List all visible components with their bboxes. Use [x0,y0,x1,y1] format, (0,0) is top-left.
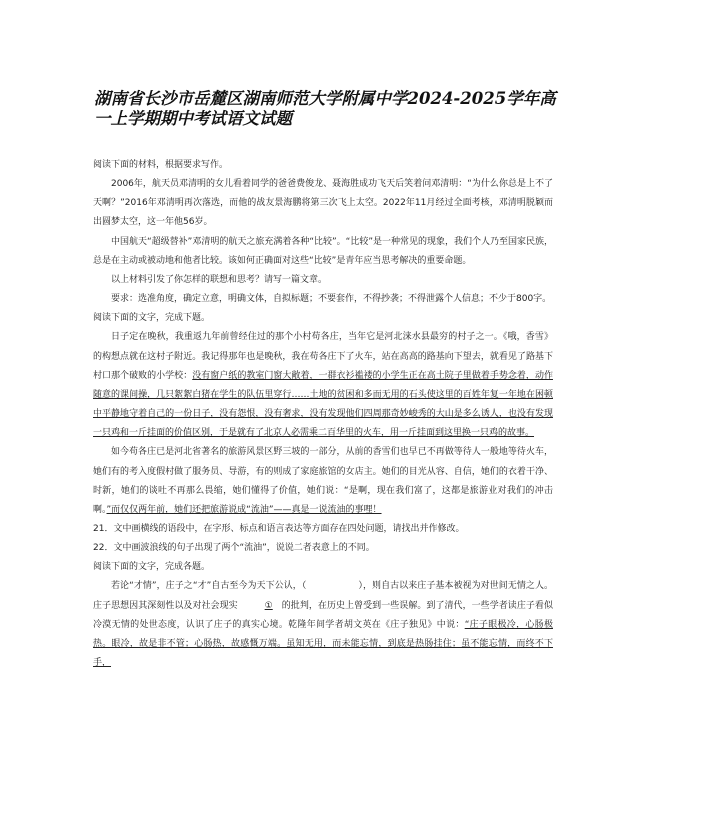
underlined-passage: “庄子眼极冷，心肠极热。眼冷，故是非不管；心肠热，故感慨万端。虽知无用，而未能忘情，到底是热肠挂住；虽不能忘情，而终不下手， [93,619,553,669]
paragraph-text: 若论“才情”，庄子之“才”自古至今为天下公认，（ [111,581,307,592]
paragraph-text: ），则自古以来庄子基本被视为对世间无情之人。庄子思想因其深刻性以及对社会现实 [93,581,553,611]
section-heading: 阅读下面的文字，完成各题。 [93,562,211,573]
paragraph [93,328,553,443]
paragraph: 中国航天“超级替补”邓清明的航天之旅充满着各种“比较”。“比较”是一种常见的现象，我们个人乃至国家民族，总是在主动或被动地和他者比较。该如何正确面对这些“比较”是青年应当思考解决的重要命题。 [93,236,553,266]
paragraph-text: 日子定在晚秋，我重返九年前曾经住过的那个小村苟各庄，当年它是河北涞水县最穷的村子之一。《哦，香雪》的构想点就在这村子附近。我记得那年也是晚秋，我在苟各庄下了火车，站在高高的路基向下望去，就看见了路基下村口那个破败的小学校： [93,332,553,381]
paragraph-text: 如今苟各庄已是河北省著名的旅游风景区野三坡的一部分，从前的香雪们也早已不再做等待人一般地等待火车，她们有的考入度假村做了服务员、导游，有的则成了家庭旅馆的女店主。她们的目光从容、自信，她们的衣着干净、时新，她们的谈吐不再那么畏缩，她们懂得了价值，她们说：“是啊，现在我们富了，这都是旅游业对我们的冲击啊。 [93,447,553,515]
question-21: 21．文中画横线的语段中，在字形、标点和语言表达等方面存在四处问题，请找出并作修改。 [93,523,465,534]
underlined-passage: 没有窗户纸的教室门窗大敞着，一群衣衫褴褛的小学生正在高土院子里做着手势念着，动作随意的课间操，几只絮絮白猪在学生的队伍里穿行……土地的贫困和多而无用的石头使这里的百姓年复一年地在困顿中平静地守着自己的一份日子，没有怨恨，没有奢求，没有发现他们四周那奇妙峻秀的大山是多么诱人，也没有发现一只鸡和一斤挂面的价值区别，于是就有了北京人必需乘二百华里的火车，用一斤挂面到这里换一只鸡的故事。 [93,370,553,439]
paragraph [93,443,553,520]
document-body [93,156,553,673]
paragraph-text: 的批判，在历史上曾受到一些误解。到了清代，一些学者读庄子看似冷漠无情的处世态度，认识了庄子的真实心境。乾隆年间学者胡文英在《庄子独见》中说： [93,600,553,630]
section-heading: 阅读下面的材料，根据要求写作。 [93,160,229,170]
paragraph [93,577,553,673]
paragraph: 要求：选准角度，确定立意，明确文体，自拟标题；不要套作，不得抄袭；不得泄露个人信息；不少于800字。 [111,294,552,305]
section-heading: 阅读下面的文字，完成下题。 [93,313,211,324]
document-title: 湖南省长沙市岳麓区湖南师范大学附属中学2024-2025学年高一上学期期中考试语文试题 [94,89,556,128]
question-22: 22．文中画波浪线的句子出现了两个“流油”，说说二者表意上的不同。 [93,543,375,554]
wavy-underlined-sentence: ”而仅仅两年前，她们还把旅游说成“流油”——真是一说流油的事哩！ [106,504,382,515]
paragraph: 以上材料引发了你怎样的联想和思考？请写一篇文章。 [111,274,328,285]
numbered-blank: ① [264,600,273,611]
paragraph: 2006年，航天员邓清明的女儿看着同学的爸爸费俊龙、聂海胜成功飞天后笑着问邓清明：“为什么你总是上不了天啊？”2016年邓清明再次落选，而他的战友景海鹏将第三次飞上太空。2022年11月经过全面考核，邓清明脱颖而出圆梦太空，这一年他56岁。 [93,179,553,228]
